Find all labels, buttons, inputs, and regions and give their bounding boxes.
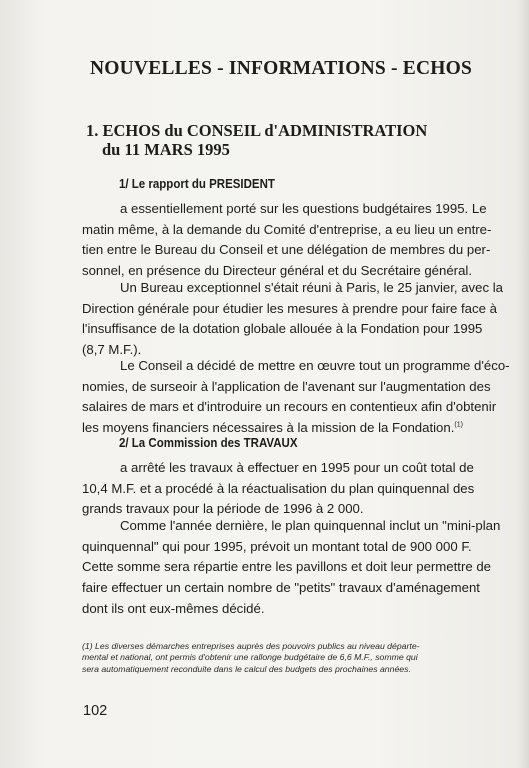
footnote-line: mental et national, ont permis d'obtenir une rallonge budgétaire de 6,6 M.F., somme qui [82,652,418,663]
paragraph-line: faire effectuer un certain nombre de "petits" travaux d'aménagement [82,580,480,596]
section-heading-line-1: 1. ECHOS du CONSEIL d'ADMINISTRATION [86,121,428,140]
paragraph-line: a arrêté les travaux à effectuer en 1995 pour un coût total de [120,460,474,475]
paragraph-line: Comme l'année dernière, le plan quinquennal inclut un "mini-plan [120,518,501,533]
paragraph-line: sonnel, en présence du Directeur général et du Secrétaire général. [82,263,473,279]
paragraph-line: salaires de mars et d'introduire un recours en contentieux afin d'obtenir [82,399,497,415]
paragraph-line: l'insuffisance de la dotation globale allouée à la Fondation pour 1995 [82,321,483,337]
paragraph-line: a essentiellement porté sur les questions budgétaires 1995. Le [120,201,487,216]
page-edge-shadow [517,0,529,768]
paragraph-line: grands travaux pour la période de 1996 à 2 000. [82,501,364,517]
section-heading [86,121,486,159]
paragraph-works-cost [82,458,475,520]
footnote-line: (1) Les diverses démarches entreprises auprès des pouvoirs publics au niveau départe- [82,641,420,651]
paragraph-line: nomies, de surseoir à l'application de l'avenant sur l'augmentation des [82,378,491,394]
footnote [82,641,472,675]
paragraph-line: tien entre le Bureau du Conseil et une délégation de membres du per- [82,242,491,258]
paragraph-line: Cette somme sera répartie entre les pavillons et doit leur permettre de [82,559,492,575]
paragraph-budget-questions [82,199,492,282]
paragraph-line: matin même, à la demande du Comité d'entreprise, a eu lieu un entre- [82,221,492,237]
page-title: NOUVELLES - INFORMATIONS - ECHOS [90,58,473,79]
paragraph-line: quinquennal" qui pour 1995, prévoit un montant total de 900 000 F. [82,538,472,554]
paragraph-mini-plan [82,516,501,620]
paragraph-line: dont ils ont eux-mêmes décidé. [82,600,265,616]
paragraph-line: Direction générale pour étudier les mesures à prendre pour faire face à [82,300,497,316]
page-number: 102 [83,703,108,719]
paragraph-savings-programme [82,356,510,439]
footnote-reference: (1) [454,421,463,429]
paragraph-line: (8,7 M.F.). [82,342,142,358]
section-heading-line-2: du 11 MARS 1995 [102,140,230,159]
paragraph-line-text: les moyens financiers nécessaires à la mission de la Fondation. [82,420,455,436]
subsection-heading-president-report: 1/ Le rapport du PRESIDENT [119,177,275,191]
paragraph-line: Un Bureau exceptionnel s'était réuni à Paris, le 25 janvier, avec la [120,280,503,295]
footnote-line: sera automatiquement reconduite dans le calcul des budgets des prochaines années. [82,663,411,674]
paragraph-line: Le Conseil a décidé de mettre en œuvre tout un programme d'éco- [120,358,510,373]
paragraph-line: 10,4 M.F. et a procédé à la réactualisation du plan quinquennal des [82,480,475,496]
paragraph-exceptional-bureau [82,278,503,361]
subsection-heading-works-commission: 2/ La Commission des TRAVAUX [119,436,298,450]
